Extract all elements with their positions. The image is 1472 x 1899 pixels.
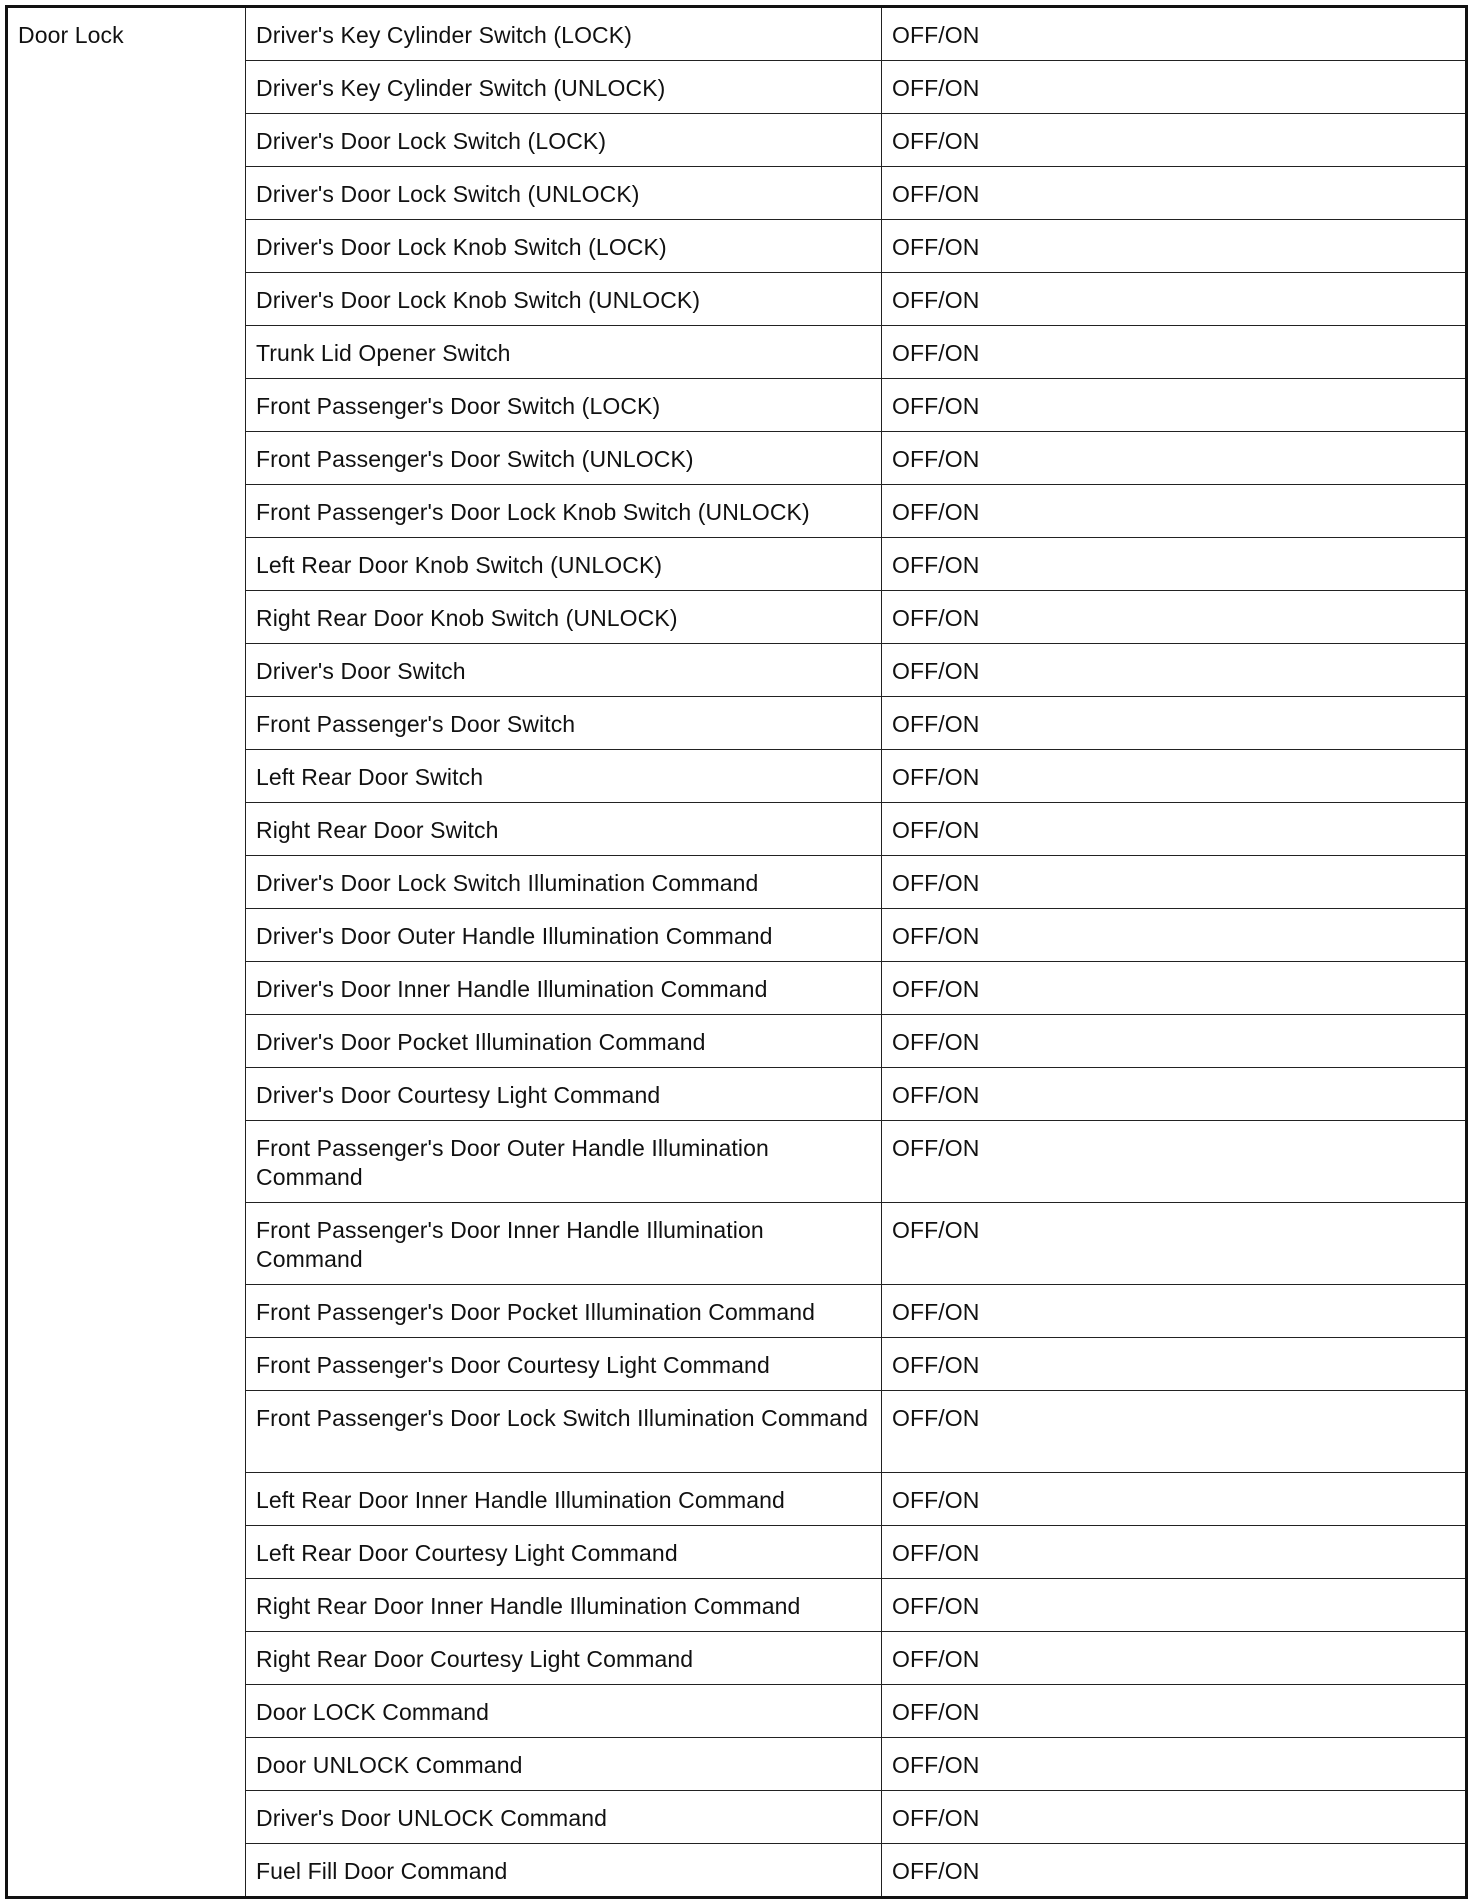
value-label: OFF/ON xyxy=(892,22,980,48)
item-cell xyxy=(246,326,882,379)
value-cell xyxy=(882,432,1467,485)
value-cell xyxy=(882,273,1467,326)
item-cell xyxy=(246,1632,882,1685)
value-cell xyxy=(882,1526,1467,1579)
item-label: Driver's Door Lock Switch (LOCK) xyxy=(256,128,607,154)
value-cell xyxy=(882,1121,1467,1203)
value-cell xyxy=(882,220,1467,273)
value-label: OFF/ON xyxy=(892,234,980,260)
value-label: OFF/ON xyxy=(892,128,980,154)
value-cell xyxy=(882,856,1467,909)
door-lock-data-table xyxy=(5,5,1468,1899)
value-label: OFF/ON xyxy=(892,1135,980,1161)
item-cell xyxy=(246,1338,882,1391)
value-label: OFF/ON xyxy=(892,711,980,737)
value-label: OFF/ON xyxy=(892,499,980,525)
value-label: OFF/ON xyxy=(892,1540,980,1566)
value-cell xyxy=(882,909,1467,962)
item-cell xyxy=(246,1791,882,1844)
value-label: OFF/ON xyxy=(892,817,980,843)
value-label: OFF/ON xyxy=(892,1593,980,1619)
item-cell xyxy=(246,1068,882,1121)
value-cell xyxy=(882,1203,1467,1285)
item-cell xyxy=(246,1015,882,1068)
item-label: Driver's Door Inner Handle Illumination Command xyxy=(256,976,768,1002)
item-label: Driver's Door UNLOCK Command xyxy=(256,1805,607,1831)
group-cell xyxy=(7,7,246,1898)
value-cell xyxy=(882,1685,1467,1738)
item-cell xyxy=(246,538,882,591)
item-label: Front Passenger's Door Lock Switch Illumination Command xyxy=(256,1405,868,1431)
item-label: Right Rear Door Switch xyxy=(256,817,499,843)
item-cell xyxy=(246,1285,882,1338)
value-cell xyxy=(882,644,1467,697)
item-label: Right Rear Door Knob Switch (UNLOCK) xyxy=(256,605,678,631)
value-label: OFF/ON xyxy=(892,1487,980,1513)
item-label: Left Rear Door Courtesy Light Command xyxy=(256,1540,678,1566)
value-cell xyxy=(882,591,1467,644)
value-cell xyxy=(882,962,1467,1015)
item-cell xyxy=(246,1121,882,1203)
value-cell xyxy=(882,1391,1467,1473)
item-cell xyxy=(246,1579,882,1632)
item-label: Left Rear Door Inner Handle Illumination Command xyxy=(256,1487,785,1513)
item-cell xyxy=(246,1738,882,1791)
value-cell xyxy=(882,7,1467,61)
item-label: Front Passenger's Door Pocket Illumination Command xyxy=(256,1299,816,1325)
value-cell xyxy=(882,1738,1467,1791)
value-cell xyxy=(882,1632,1467,1685)
item-label: Driver's Door Lock Switch Illumination Command xyxy=(256,870,759,896)
item-label: Front Passenger's Door Switch xyxy=(256,711,576,737)
item-label: Driver's Door Courtesy Light Command xyxy=(256,1082,661,1108)
value-label: OFF/ON xyxy=(892,552,980,578)
item-cell xyxy=(246,697,882,750)
value-label: OFF/ON xyxy=(892,1699,980,1725)
value-cell xyxy=(882,697,1467,750)
item-cell xyxy=(246,379,882,432)
item-label: Right Rear Door Courtesy Light Command xyxy=(256,1646,694,1672)
value-label: OFF/ON xyxy=(892,75,980,101)
item-label: Left Rear Door Knob Switch (UNLOCK) xyxy=(256,552,663,578)
value-cell xyxy=(882,61,1467,114)
group-label: Door Lock xyxy=(18,22,124,48)
value-label: OFF/ON xyxy=(892,1752,980,1778)
item-cell xyxy=(246,114,882,167)
value-label: OFF/ON xyxy=(892,1646,980,1672)
item-cell xyxy=(246,856,882,909)
value-cell xyxy=(882,379,1467,432)
value-label: OFF/ON xyxy=(892,605,980,631)
value-label: OFF/ON xyxy=(892,1858,980,1884)
item-cell xyxy=(246,803,882,856)
value-label: OFF/ON xyxy=(892,287,980,313)
item-label: Front Passenger's Door Courtesy Light Command xyxy=(256,1352,770,1378)
value-cell xyxy=(882,1579,1467,1632)
item-label: Driver's Key Cylinder Switch (UNLOCK) xyxy=(256,75,666,101)
item-cell xyxy=(246,750,882,803)
value-label: OFF/ON xyxy=(892,1299,980,1325)
value-label: OFF/ON xyxy=(892,764,980,790)
value-label: OFF/ON xyxy=(892,658,980,684)
item-label: Front Passenger's Door Switch (UNLOCK) xyxy=(256,446,694,472)
value-label: OFF/ON xyxy=(892,1029,980,1055)
value-label: OFF/ON xyxy=(892,446,980,472)
value-label: OFF/ON xyxy=(892,1217,980,1243)
item-label: Driver's Door Lock Knob Switch (LOCK) xyxy=(256,234,667,260)
item-label: Driver's Door Switch xyxy=(256,658,466,684)
item-cell xyxy=(246,485,882,538)
value-label: OFF/ON xyxy=(892,1352,980,1378)
item-cell xyxy=(246,1526,882,1579)
item-cell xyxy=(246,644,882,697)
item-cell xyxy=(246,220,882,273)
value-cell xyxy=(882,167,1467,220)
item-label: Left Rear Door Switch xyxy=(256,764,484,790)
item-label: Trunk Lid Opener Switch xyxy=(256,340,511,366)
item-label: Fuel Fill Door Command xyxy=(256,1858,508,1884)
item-label: Door UNLOCK Command xyxy=(256,1752,523,1778)
item-cell xyxy=(246,1844,882,1898)
item-cell xyxy=(246,1685,882,1738)
value-cell xyxy=(882,1791,1467,1844)
item-cell xyxy=(246,61,882,114)
item-cell xyxy=(246,591,882,644)
value-label: OFF/ON xyxy=(892,1405,980,1431)
item-label: Driver's Door Lock Switch (UNLOCK) xyxy=(256,181,640,207)
item-label: Driver's Door Lock Knob Switch (UNLOCK) xyxy=(256,287,701,313)
item-cell xyxy=(246,432,882,485)
item-cell xyxy=(246,909,882,962)
value-label: OFF/ON xyxy=(892,870,980,896)
value-cell xyxy=(882,1844,1467,1898)
value-cell xyxy=(882,1473,1467,1526)
item-cell xyxy=(246,273,882,326)
value-label: OFF/ON xyxy=(892,1082,980,1108)
value-cell xyxy=(882,1015,1467,1068)
item-cell xyxy=(246,1391,882,1473)
value-cell xyxy=(882,326,1467,379)
item-label: Door LOCK Command xyxy=(256,1699,490,1725)
item-label: Front Passenger's Door Lock Knob Switch (UNLOCK) xyxy=(256,499,810,525)
item-label: Driver's Door Outer Handle Illumination Command xyxy=(256,923,773,949)
item-label: Front Passenger's Door Switch (LOCK) xyxy=(256,393,661,419)
item-label: Driver's Key Cylinder Switch (LOCK) xyxy=(256,22,632,48)
item-label: Front Passenger's Door Outer Handle Illumination Command xyxy=(256,1135,769,1190)
item-label: Driver's Door Pocket Illumination Command xyxy=(256,1029,706,1055)
item-cell xyxy=(246,1203,882,1285)
value-cell xyxy=(882,485,1467,538)
value-label: OFF/ON xyxy=(892,393,980,419)
value-label: OFF/ON xyxy=(892,976,980,1002)
item-label: Right Rear Door Inner Handle Illumination Command xyxy=(256,1593,801,1619)
value-cell xyxy=(882,114,1467,167)
item-cell xyxy=(246,7,882,61)
value-cell xyxy=(882,1285,1467,1338)
value-cell xyxy=(882,803,1467,856)
value-cell xyxy=(882,538,1467,591)
value-label: OFF/ON xyxy=(892,181,980,207)
item-cell xyxy=(246,167,882,220)
table-row xyxy=(7,7,1467,61)
item-cell xyxy=(246,1473,882,1526)
value-cell xyxy=(882,1338,1467,1391)
item-cell xyxy=(246,962,882,1015)
value-label: OFF/ON xyxy=(892,1805,980,1831)
value-cell xyxy=(882,750,1467,803)
value-cell xyxy=(882,1068,1467,1121)
value-label: OFF/ON xyxy=(892,340,980,366)
item-label: Front Passenger's Door Inner Handle Illumination Command xyxy=(256,1217,764,1272)
value-label: OFF/ON xyxy=(892,923,980,949)
